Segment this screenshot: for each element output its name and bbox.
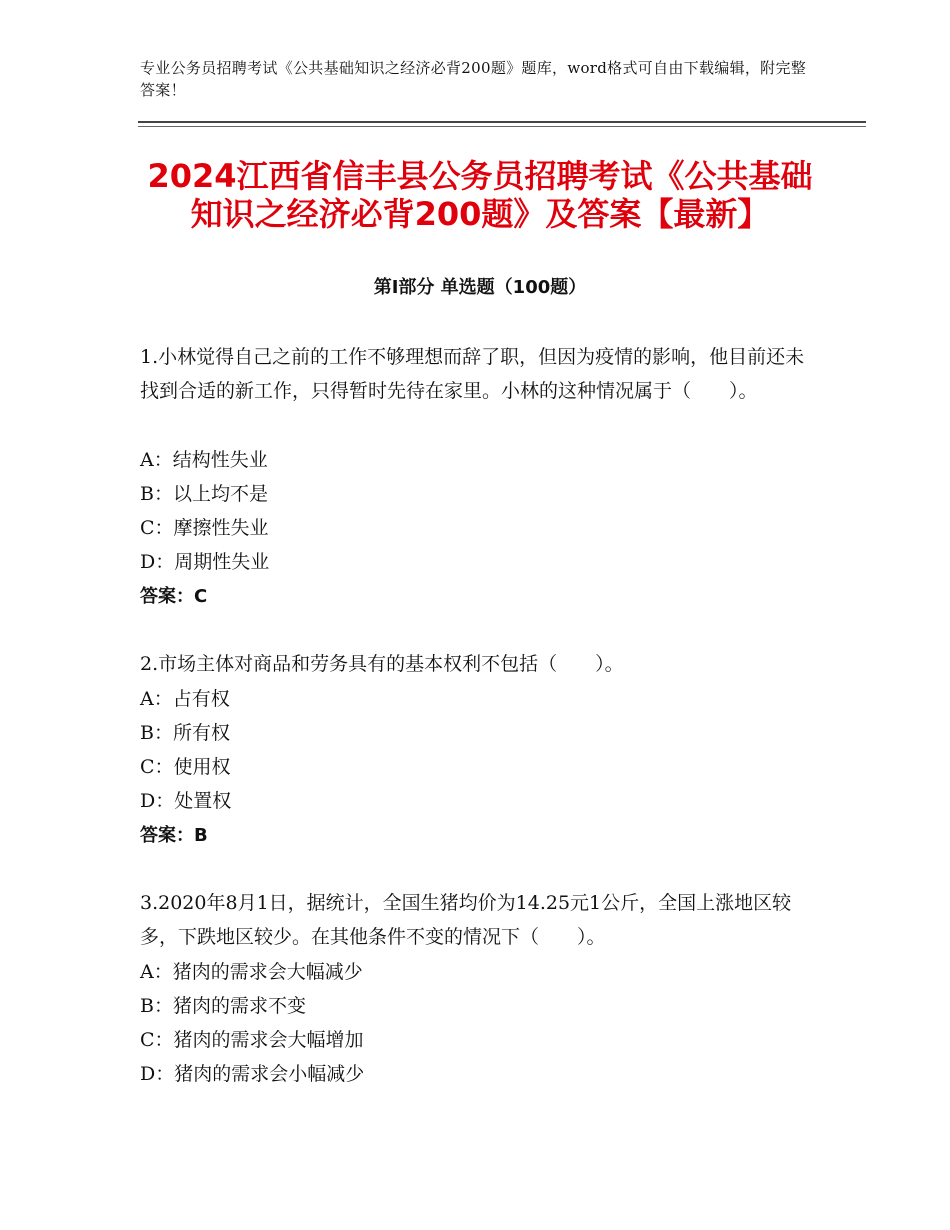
question-2-answer: 答案：B [140,825,208,846]
header-note: 专业公务员招聘考试《公共基础知识之经济必背200题》题库，word格式可自由下载编辑，附完整答案！ [140,59,807,99]
question-2-option-c: C：使用权 [140,756,231,778]
question-1-option-d: D：周期性失业 [140,551,270,573]
document-title: 2024江西省信丰县公务员招聘考试《公共基础知识之经济必背200题》及答案【最新】 [147,157,813,233]
question-1-answer: 答案：C [140,586,208,607]
question-3-option-c: C：猪肉的需求会大幅增加 [140,1029,364,1051]
question-2-text: 2.市场主体对商品和劳务具有的基本权利不包括（ ）。 [140,653,624,675]
question-1-text: 1.小林觉得自己之前的工作不够理想而辞了职，但因为疫情的影响，他目前还未找到合适的新工作，只得暂时先待在家里。小林的这种情况属于（ ）。 [140,346,805,402]
question-3-option-b: B：猪肉的需求不变 [140,995,306,1017]
header-rule-thick [138,121,866,123]
section-title: 第Ⅰ部分 单选题（100题） [373,277,587,298]
header-rule-thin [138,126,866,127]
question-2-option-a: A：占有权 [140,688,230,710]
question-2-option-b: B：所有权 [140,722,230,744]
question-3-text: 3.2020年8月1日，据统计，全国生猪均价为14.25元1公斤，全国上涨地区较多，下跌地区较少。在其他条件不变的情况下（ ）。 [140,892,792,948]
question-2-option-d: D：处置权 [140,790,232,812]
question-3-option-a: A：猪肉的需求会大幅减少 [140,961,363,983]
question-1-option-a: A：结构性失业 [140,449,268,471]
question-1-option-c: C：摩擦性失业 [140,517,269,539]
question-3-option-d: D：猪肉的需求会小幅减少 [140,1063,365,1085]
question-1-option-b: B：以上均不是 [140,483,268,505]
